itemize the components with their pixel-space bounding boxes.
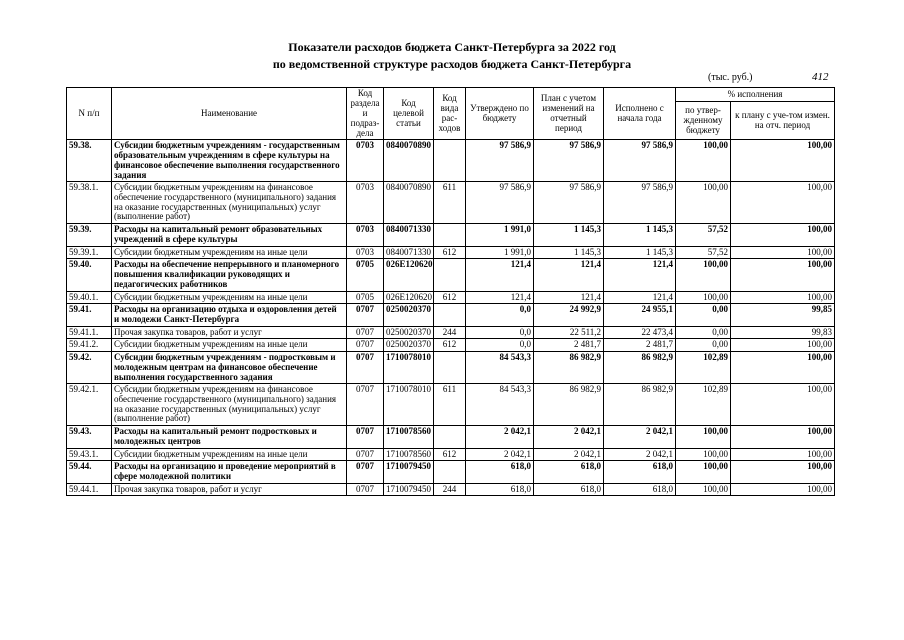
- cell-executed: 2 042,1: [604, 448, 676, 461]
- cell-section-code: 0703: [347, 224, 384, 246]
- cell-pct-approved: 0,00: [676, 339, 731, 352]
- cell-pct-approved: 100,00: [676, 483, 731, 496]
- cell-approved: 97 586,9: [466, 182, 534, 224]
- table-row: [67, 246, 835, 259]
- cell-target-code: 0250020370: [384, 326, 434, 339]
- cell-plan: 618,0: [534, 461, 604, 483]
- cell-type-code: 244: [434, 483, 466, 496]
- cell-pct-plan: 100,00: [731, 259, 835, 291]
- cell-executed: 86 982,9: [604, 352, 676, 384]
- cell-approved: 0,0: [466, 304, 534, 326]
- cell-name: Субсидии бюджетным учреждениям на финансовое обеспечение государственного (муниципального) задания на оказание государственных (муниципальных) услуг (выполнение работ): [112, 384, 347, 426]
- cell-target-code: 0840071330: [384, 224, 434, 246]
- cell-plan: 2 042,1: [534, 426, 604, 448]
- cell-plan: 86 982,9: [534, 352, 604, 384]
- cell-pct-approved: 100,00: [676, 426, 731, 448]
- cell-pct-approved: 100,00: [676, 182, 731, 224]
- cell-num: 59.40.1.: [67, 291, 112, 304]
- cell-section-code: 0707: [347, 483, 384, 496]
- cell-target-code: 1710078010: [384, 352, 434, 384]
- cell-approved: 2 042,1: [466, 448, 534, 461]
- table-row: [67, 461, 835, 483]
- cell-plan: 22 511,2: [534, 326, 604, 339]
- cell-target-code: 1710079450: [384, 461, 434, 483]
- cell-section-code: 0707: [347, 448, 384, 461]
- table-row: [67, 259, 835, 291]
- cell-pct-plan: 100,00: [731, 224, 835, 246]
- cell-name: Расходы на обеспечение непрерывного и планомерного повышения квалификации руководящих и педагогических работников: [112, 259, 347, 291]
- cell-section-code: 0705: [347, 259, 384, 291]
- cell-plan: 121,4: [534, 291, 604, 304]
- cell-type-code: 611: [434, 182, 466, 224]
- cell-num: 59.39.1.: [67, 246, 112, 259]
- cell-pct-plan: 100,00: [731, 291, 835, 304]
- expenditure-table: [66, 87, 835, 496]
- cell-approved: 97 586,9: [466, 140, 534, 182]
- column-header-approved: Утверждено по бюджету: [466, 88, 534, 140]
- cell-type-code: 612: [434, 339, 466, 352]
- cell-section-code: 0707: [347, 426, 384, 448]
- cell-pct-plan: 100,00: [731, 182, 835, 224]
- cell-type-code: 244: [434, 326, 466, 339]
- cell-executed: 24 955,1: [604, 304, 676, 326]
- cell-type-code: [434, 259, 466, 291]
- cell-num: 59.44.: [67, 461, 112, 483]
- cell-num: 59.42.1.: [67, 384, 112, 426]
- cell-section-code: 0707: [347, 339, 384, 352]
- cell-type-code: [434, 304, 466, 326]
- cell-pct-plan: 100,00: [731, 426, 835, 448]
- cell-executed: 618,0: [604, 483, 676, 496]
- table-body: [67, 140, 835, 496]
- cell-type-code: [434, 426, 466, 448]
- cell-target-code: 0840070890: [384, 140, 434, 182]
- cell-plan: 121,4: [534, 259, 604, 291]
- cell-executed: 2 042,1: [604, 426, 676, 448]
- cell-num: 59.38.: [67, 140, 112, 182]
- table-row: [67, 182, 835, 224]
- cell-plan: 1 145,3: [534, 224, 604, 246]
- cell-approved: 0,0: [466, 339, 534, 352]
- cell-type-code: 612: [434, 448, 466, 461]
- cell-plan: 618,0: [534, 483, 604, 496]
- cell-plan: 2 481,7: [534, 339, 604, 352]
- cell-target-code: 0250020370: [384, 339, 434, 352]
- cell-section-code: 0707: [347, 304, 384, 326]
- table-row: [67, 140, 835, 182]
- cell-executed: 22 473,4: [604, 326, 676, 339]
- column-header-num: N п/п: [67, 88, 112, 140]
- cell-num: 59.43.: [67, 426, 112, 448]
- cell-target-code: 0840071330: [384, 246, 434, 259]
- cell-section-code: 0707: [347, 461, 384, 483]
- cell-plan: 97 586,9: [534, 182, 604, 224]
- cell-num: 59.41.1.: [67, 326, 112, 339]
- table-row: [67, 352, 835, 384]
- cell-target-code: 026E120620: [384, 291, 434, 304]
- cell-target-code: 0840070890: [384, 182, 434, 224]
- cell-pct-approved: 0,00: [676, 326, 731, 339]
- cell-type-code: [434, 224, 466, 246]
- cell-approved: 121,4: [466, 259, 534, 291]
- cell-plan: 2 042,1: [534, 448, 604, 461]
- cell-executed: 1 145,3: [604, 224, 676, 246]
- cell-type-code: 611: [434, 384, 466, 426]
- cell-name: Прочая закупка товаров, работ и услуг: [112, 326, 347, 339]
- column-header-pct-plan: к плану с уче-том измен. на отч. период: [731, 102, 835, 140]
- cell-pct-approved: 100,00: [676, 291, 731, 304]
- cell-executed: 1 145,3: [604, 246, 676, 259]
- cell-num: 59.41.: [67, 304, 112, 326]
- table-row: [67, 483, 835, 496]
- cell-type-code: [434, 461, 466, 483]
- cell-target-code: 1710079450: [384, 483, 434, 496]
- cell-section-code: 0705: [347, 291, 384, 304]
- table-row: [67, 224, 835, 246]
- cell-num: 59.40.: [67, 259, 112, 291]
- cell-target-code: 0250020370: [384, 304, 434, 326]
- cell-name: Расходы на капитальный ремонт подростковых и молодежных центров: [112, 426, 347, 448]
- cell-pct-plan: 100,00: [731, 140, 835, 182]
- cell-pct-plan: 99,83: [731, 326, 835, 339]
- cell-executed: 97 586,9: [604, 182, 676, 224]
- cell-approved: 0,0: [466, 326, 534, 339]
- cell-num: 59.44.1.: [67, 483, 112, 496]
- cell-pct-approved: 0,00: [676, 304, 731, 326]
- column-header-target: Код целевой статьи: [384, 88, 434, 140]
- cell-executed: 97 586,9: [604, 140, 676, 182]
- cell-approved: 618,0: [466, 461, 534, 483]
- cell-target-code: 026E120620: [384, 259, 434, 291]
- cell-plan: 24 992,9: [534, 304, 604, 326]
- cell-pct-approved: 102,89: [676, 352, 731, 384]
- column-header-name: Наименование: [112, 88, 347, 140]
- column-header-type: Код вида рас-ходов: [434, 88, 466, 140]
- column-header-percent-group: % исполнения: [676, 88, 835, 102]
- cell-pct-approved: 100,00: [676, 448, 731, 461]
- cell-name: Субсидии бюджетным учреждениям на иные цели: [112, 246, 347, 259]
- cell-executed: 121,4: [604, 259, 676, 291]
- cell-name: Субсидии бюджетным учреждениям на финансовое обеспечение государственного (муниципального) задания на оказание государственных (муниципальных) услуг (выполнение работ): [112, 182, 347, 224]
- cell-pct-plan: 100,00: [731, 246, 835, 259]
- column-header-pct-approved: по утвер-жденному бюджету: [676, 102, 731, 140]
- cell-plan: 1 145,3: [534, 246, 604, 259]
- cell-plan: 86 982,9: [534, 384, 604, 426]
- page-number: 412: [812, 71, 829, 83]
- cell-type-code: 612: [434, 291, 466, 304]
- cell-pct-approved: 100,00: [676, 140, 731, 182]
- cell-pct-plan: 100,00: [731, 483, 835, 496]
- cell-approved: 2 042,1: [466, 426, 534, 448]
- cell-approved: 1 991,0: [466, 224, 534, 246]
- cell-type-code: 612: [434, 246, 466, 259]
- column-header-section: Код раздела и подраз-дела: [347, 88, 384, 140]
- cell-name: Субсидии бюджетным учреждениям на иные цели: [112, 339, 347, 352]
- cell-section-code: 0703: [347, 246, 384, 259]
- cell-target-code: 1710078560: [384, 448, 434, 461]
- table-row: [67, 384, 835, 426]
- cell-name: Расходы на капитальный ремонт образовательных учреждений в сфере культуры: [112, 224, 347, 246]
- cell-pct-approved: 100,00: [676, 461, 731, 483]
- cell-pct-plan: 100,00: [731, 448, 835, 461]
- cell-pct-approved: 57,52: [676, 246, 731, 259]
- cell-name: Прочая закупка товаров, работ и услуг: [112, 483, 347, 496]
- cell-type-code: [434, 352, 466, 384]
- cell-num: 59.38.1.: [67, 182, 112, 224]
- table-row: [67, 339, 835, 352]
- cell-executed: 121,4: [604, 291, 676, 304]
- cell-name: Субсидии бюджетным учреждениям на иные цели: [112, 448, 347, 461]
- table-row: [67, 291, 835, 304]
- cell-executed: 86 982,9: [604, 384, 676, 426]
- cell-type-code: [434, 140, 466, 182]
- cell-pct-approved: 102,89: [676, 384, 731, 426]
- table-row: [67, 448, 835, 461]
- document-title-line1: Показатели расходов бюджета Санкт-Петербурга за 2022 год: [288, 40, 616, 54]
- cell-plan: 97 586,9: [534, 140, 604, 182]
- cell-section-code: 0707: [347, 352, 384, 384]
- cell-pct-plan: 100,00: [731, 352, 835, 384]
- cell-approved: 84 543,3: [466, 352, 534, 384]
- cell-num: 59.43.1.: [67, 448, 112, 461]
- cell-target-code: 1710078560: [384, 426, 434, 448]
- cell-section-code: 0707: [347, 326, 384, 339]
- cell-executed: 2 481,7: [604, 339, 676, 352]
- cell-section-code: 0703: [347, 140, 384, 182]
- cell-approved: 84 543,3: [466, 384, 534, 426]
- column-header-plan: План с учетом изменений на отчетный период: [534, 88, 604, 140]
- cell-pct-approved: 100,00: [676, 259, 731, 291]
- cell-name: Субсидии бюджетным учреждениям на иные цели: [112, 291, 347, 304]
- cell-pct-plan: 99,85: [731, 304, 835, 326]
- cell-num: 59.42.: [67, 352, 112, 384]
- cell-name: Субсидии бюджетным учреждениям - государственным образовательным учреждениям в сфере культуры на финансовое обеспечение выполнения государственного задания: [112, 140, 347, 182]
- cell-name: Расходы на организацию отдыха и оздоровления детей и молодежи Санкт-Петербурга: [112, 304, 347, 326]
- cell-pct-plan: 100,00: [731, 384, 835, 426]
- cell-approved: 121,4: [466, 291, 534, 304]
- document-title-line2: по ведомственной структуре расходов бюджета Санкт-Петербурга: [272, 57, 632, 71]
- units-label: (тыс. руб.): [708, 72, 753, 83]
- cell-name: Субсидии бюджетным учреждениям - подростковым и молодежным центрам на финансовое обеспечение выполнения государственного задания: [112, 352, 347, 384]
- cell-executed: 618,0: [604, 461, 676, 483]
- cell-pct-plan: 100,00: [731, 339, 835, 352]
- table-row: [67, 326, 835, 339]
- cell-num: 59.39.: [67, 224, 112, 246]
- table-row: [67, 426, 835, 448]
- cell-name: Расходы на организацию и проведение мероприятий в сфере молодежной политики: [112, 461, 347, 483]
- cell-target-code: 1710078010: [384, 384, 434, 426]
- cell-pct-plan: 100,00: [731, 461, 835, 483]
- cell-approved: 1 991,0: [466, 246, 534, 259]
- cell-num: 59.41.2.: [67, 339, 112, 352]
- column-header-executed: Исполнено с начала года: [604, 88, 676, 140]
- cell-approved: 618,0: [466, 483, 534, 496]
- cell-section-code: 0707: [347, 384, 384, 426]
- cell-pct-approved: 57,52: [676, 224, 731, 246]
- table-row: [67, 304, 835, 326]
- cell-section-code: 0703: [347, 182, 384, 224]
